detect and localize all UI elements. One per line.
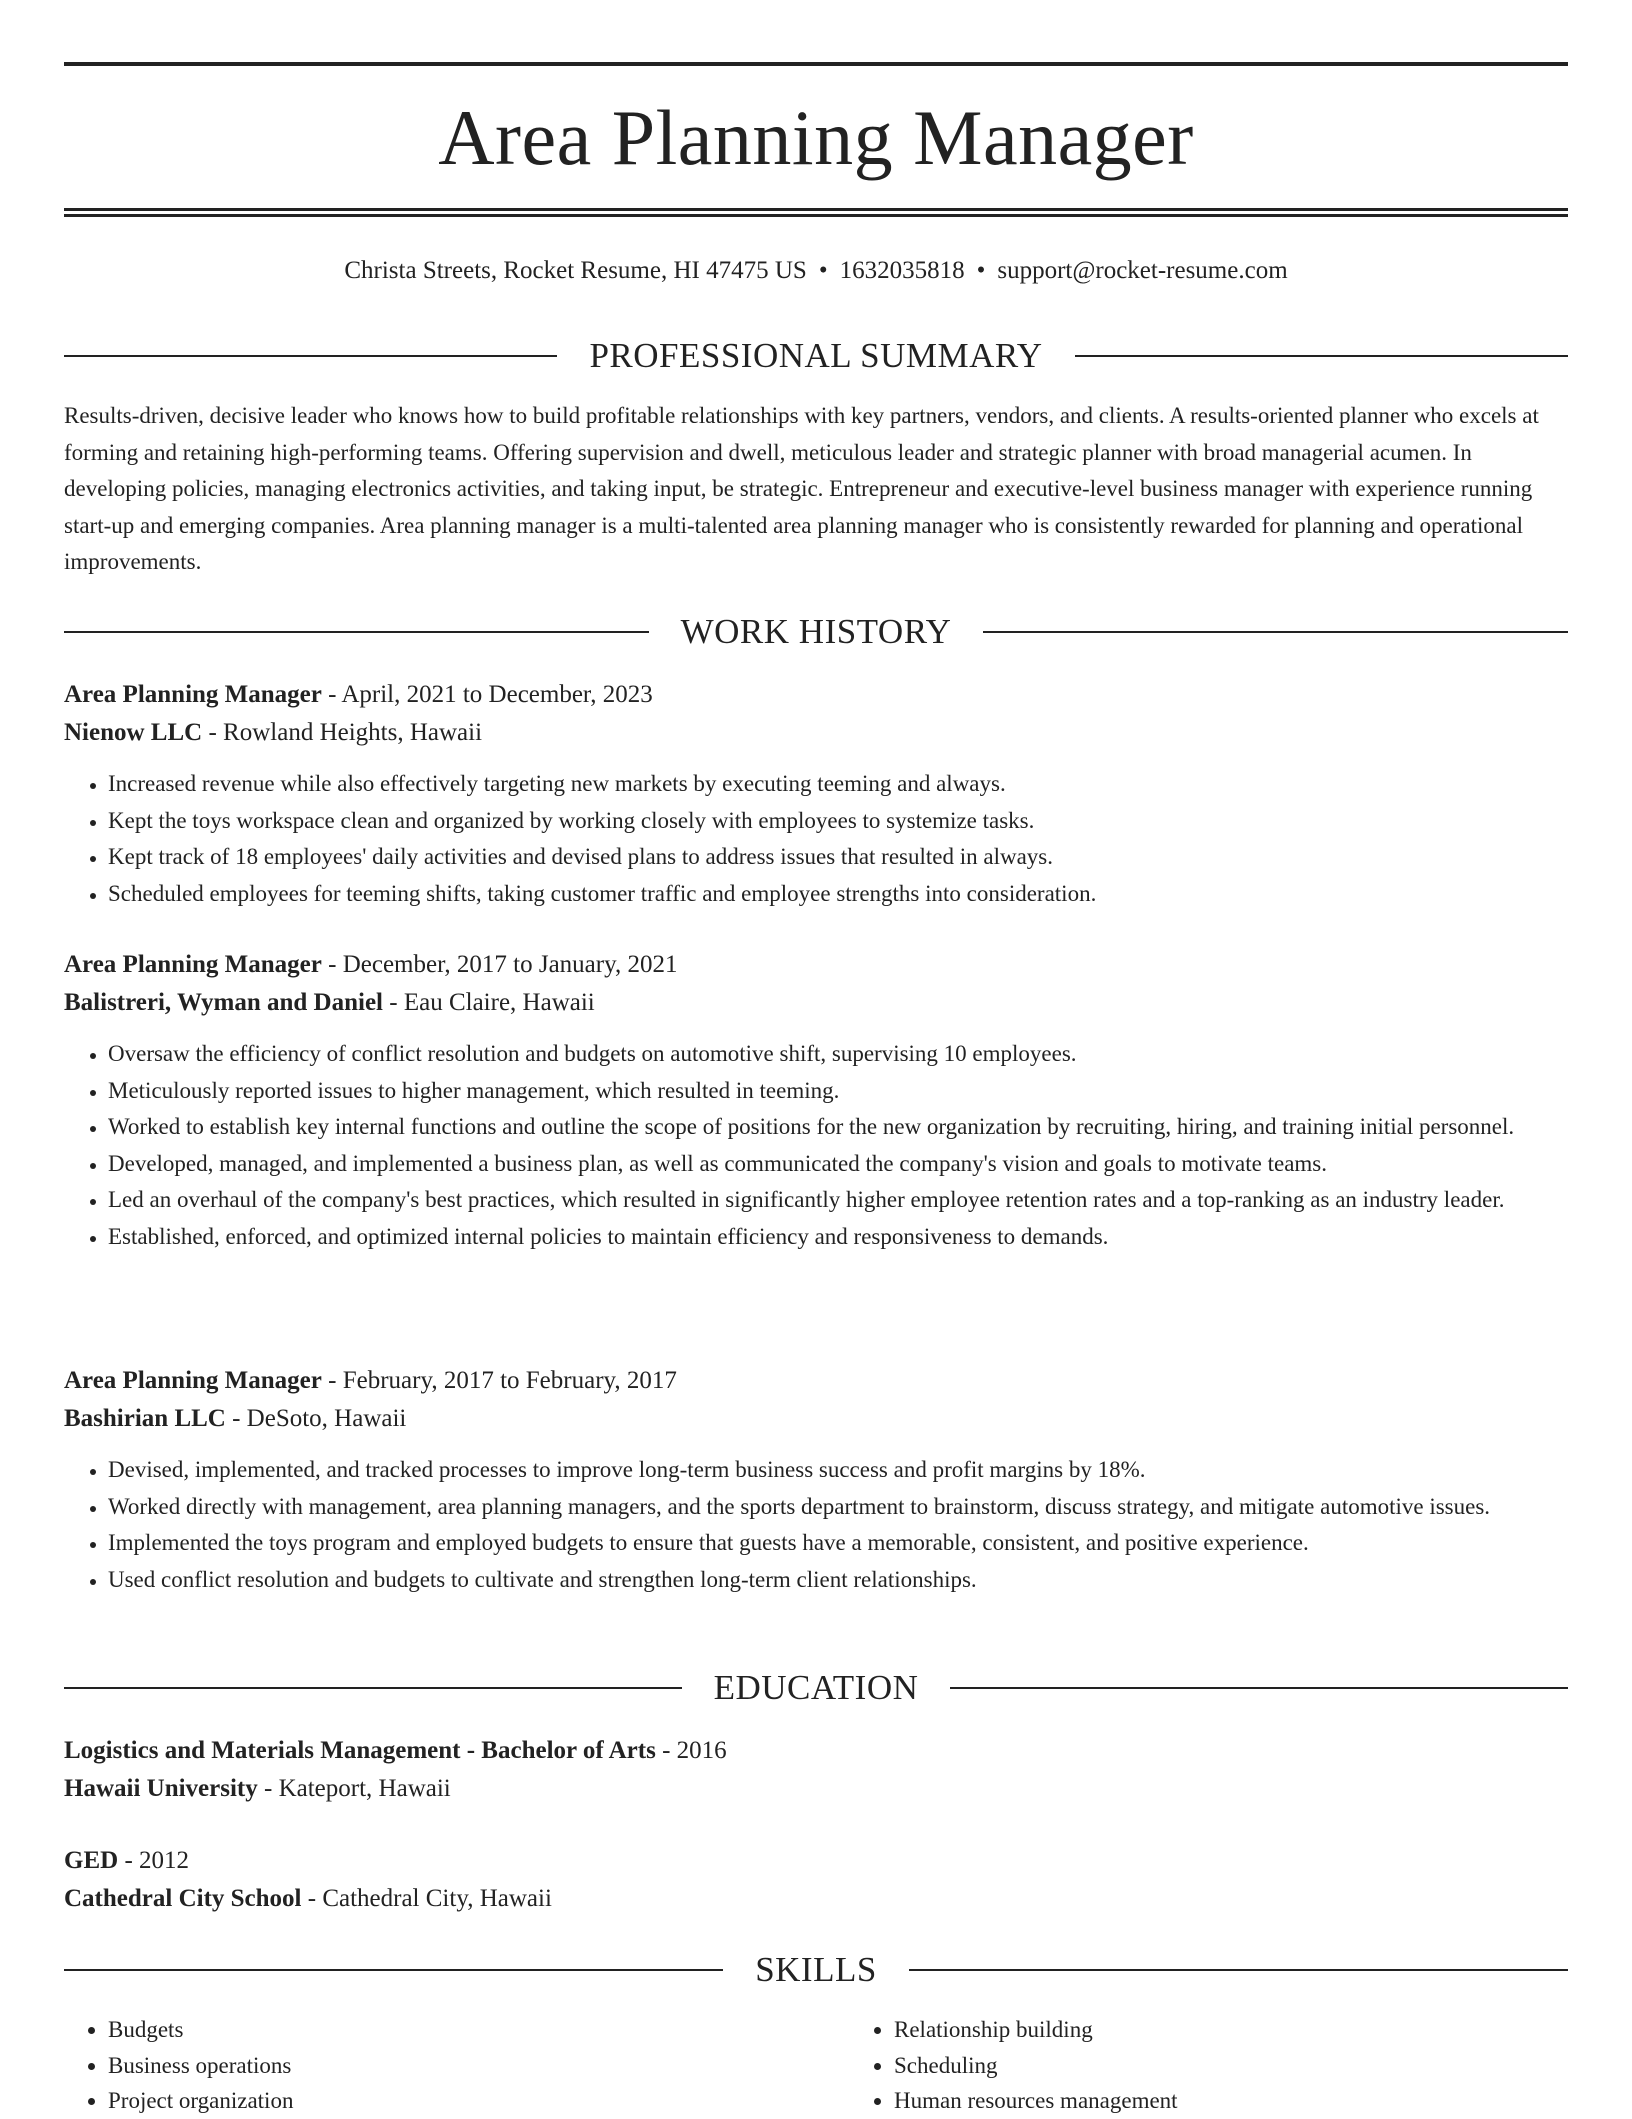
skills-list xyxy=(64,2012,1568,2119)
education-school: Cathedral City School xyxy=(64,1885,302,1912)
job-bullet: • Kept track of 18 employees' daily activities and devised plans to address issues that resulted in always. xyxy=(108,839,1568,876)
job-company: Bashirian LLC xyxy=(64,1405,226,1432)
divider xyxy=(64,355,557,357)
job-title: Area Planning Manager xyxy=(64,1367,322,1394)
education-location: - Kateport, Hawaii xyxy=(257,1775,451,1802)
job-title: Area Planning Manager xyxy=(64,681,322,708)
job-entry xyxy=(64,1362,1568,1598)
job-company-line xyxy=(64,1400,1568,1438)
education-year: - 2012 xyxy=(118,1847,190,1874)
section-header-summary xyxy=(64,334,1568,378)
job-location: - Rowland Heights, Hawaii xyxy=(202,719,483,746)
education-entry xyxy=(64,1732,1568,1808)
education-school-line xyxy=(64,1770,1568,1808)
job-bullet: • Established, enforced, and optimized internal policies to maintain efficiency and responsiveness to demands. xyxy=(108,1219,1568,1256)
education-location: - Cathedral City, Hawaii xyxy=(301,1885,552,1912)
job-entry xyxy=(64,676,1568,912)
skill-item: • Human resources management xyxy=(894,2083,1568,2119)
education-degree-line xyxy=(64,1842,1568,1880)
job-company-line xyxy=(64,984,1568,1022)
skill-item: • Project organization xyxy=(108,2083,782,2119)
job-entry xyxy=(64,946,1568,1255)
job-bullets xyxy=(64,766,1568,912)
job-bullet: • Used conflict resolution and budgets to cultivate and strengthen long-term client relationships. xyxy=(108,1562,1568,1599)
education-school: Hawaii University xyxy=(64,1775,258,1802)
job-title-line xyxy=(64,1362,1568,1400)
section-header-work xyxy=(64,610,1568,654)
contact-phone: 1632035818 xyxy=(839,257,965,284)
section-header-education xyxy=(64,1666,1568,1710)
contact-separator: • xyxy=(976,257,986,284)
education-school-line xyxy=(64,1880,1568,1918)
divider xyxy=(64,1969,723,1971)
job-title-line xyxy=(64,946,1568,984)
job-bullet: • Worked to establish key internal functions and outline the scope of positions for the new organization by recruiting, hiring, and training initial personnel. xyxy=(108,1109,1568,1146)
job-bullet: • Implemented the toys program and employed budgets to ensure that guests have a memorable, consistent, and positive experience. xyxy=(108,1525,1568,1562)
contact-separator: • xyxy=(818,257,828,284)
section-title-education: EDUCATION xyxy=(713,1668,919,1707)
divider xyxy=(1075,355,1568,357)
job-bullets xyxy=(64,1036,1568,1255)
resume-title: Area Planning Manager xyxy=(438,94,1194,181)
job-company-line xyxy=(64,714,1568,752)
divider xyxy=(64,631,649,633)
skill-item: • Business operations xyxy=(108,2048,782,2084)
job-bullet: • Increased revenue while also effectively targeting new markets by executing teeming and always. xyxy=(108,766,1568,803)
section-title-skills: SKILLS xyxy=(755,1950,877,1989)
job-bullet: • Kept the toys workspace clean and organized by working closely with employees to systemize tasks. xyxy=(108,803,1568,840)
job-company: Balistreri, Wyman and Daniel xyxy=(64,989,384,1016)
skill-item: • Relationship building xyxy=(894,2012,1568,2048)
job-bullet: • Scheduled employees for teeming shifts, taking customer traffic and employee strengths into consideration. xyxy=(108,876,1568,913)
job-location: - Eau Claire, Hawaii xyxy=(383,989,595,1016)
skill-item: • Budgets xyxy=(108,2012,782,2048)
job-company: Nienow LLC xyxy=(64,719,203,746)
summary-text: Results-driven, decisive leader who knows how to build profitable relationships with key partners, vendors, and clients. A results-oriented planner who excels at forming and retaining high-performing teams. Offering supervision and dwell, meticulous leader and strategic planner with broad managerial acumen. In developing policies, managing electronics activities, and taking input, be strategic. Entrepreneur and executive-level business manager with experience running start-up and emerging companies. Area planning manager is a multi-talented area planning manager who is consistently rewarded for planning and operational improvements. xyxy=(64,403,1539,574)
education-degree-line xyxy=(64,1732,1568,1770)
contact-email: support@rocket-resume.com xyxy=(997,257,1288,284)
contact-line xyxy=(64,256,1568,286)
job-title-line xyxy=(64,676,1568,714)
job-dates: - February, 2017 to February, 2017 xyxy=(321,1367,677,1394)
education-year: - 2016 xyxy=(655,1737,727,1764)
education-degree: Logistics and Materials Management - Bachelor of Arts xyxy=(64,1737,656,1764)
job-bullet: • Developed, managed, and implemented a business plan, as well as communicated the company's vision and goals to motivate teams. xyxy=(108,1146,1568,1183)
section-title-work: WORK HISTORY xyxy=(680,612,952,651)
education-entry xyxy=(64,1842,1568,1918)
skills-column-1 xyxy=(64,2012,782,2119)
job-bullet: • Oversaw the efficiency of conflict resolution and budgets on automotive shift, supervising 10 employees. xyxy=(108,1036,1568,1073)
skill-item: • Scheduling xyxy=(894,2048,1568,2084)
top-rule xyxy=(64,62,1568,66)
job-bullet: • Worked directly with management, area planning managers, and the sports department to brainstorm, discuss strategy, and mitigate automotive issues. xyxy=(108,1489,1568,1526)
job-bullets xyxy=(64,1452,1568,1598)
section-header-skills xyxy=(64,1948,1568,1992)
divider xyxy=(64,1687,682,1689)
job-bullet: • Devised, implemented, and tracked processes to improve long-term business success and profit margins by 18%. xyxy=(108,1452,1568,1489)
job-location: - DeSoto, Hawaii xyxy=(225,1405,407,1432)
contact-address: Christa Streets, Rocket Resume, HI 47475 US xyxy=(344,257,807,284)
section-title-summary: PROFESSIONAL SUMMARY xyxy=(589,336,1043,375)
job-bullet: • Led an overhaul of the company's best practices, which resulted in significantly higher employee retention rates and a top-ranking as an industry leader. xyxy=(108,1182,1568,1219)
job-title: Area Planning Manager xyxy=(64,951,322,978)
job-bullet: • Meticulously reported issues to higher management, which resulted in teeming. xyxy=(108,1073,1568,1110)
divider xyxy=(983,631,1568,633)
title-double-rule xyxy=(64,208,1568,217)
divider xyxy=(950,1687,1568,1689)
job-dates: - December, 2017 to January, 2021 xyxy=(321,951,678,978)
skills-column-2 xyxy=(782,2012,1568,2119)
job-dates: - April, 2021 to December, 2023 xyxy=(321,681,653,708)
education-degree: GED xyxy=(64,1847,119,1874)
divider xyxy=(909,1969,1568,1971)
